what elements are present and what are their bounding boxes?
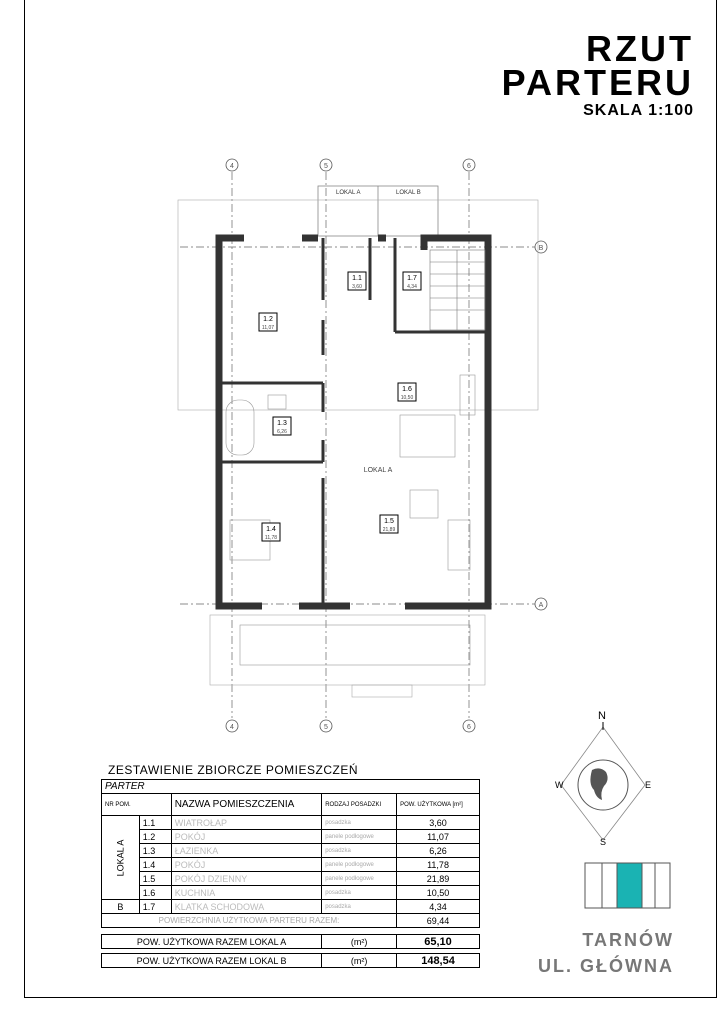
lokal-a-label: LOKAL A [363,467,393,474]
row-area: 4,34 [397,900,480,914]
lokal-b-unit: (m²) [322,954,397,968]
scale-label: SKALA 1:100 [583,102,694,119]
room-area: 11,78 [264,535,278,541]
terrace-outline [210,615,485,685]
room-tag-1.1 [348,272,366,290]
row-nr: 1.5 [139,872,171,886]
row-floor: panele podłogowe [322,872,397,886]
row-name: POKÓJ DZIENNY [171,872,321,886]
furniture [226,375,475,665]
room-area: 21,89 [382,527,396,533]
row-floor: posadzka [322,844,397,858]
exterior-walls [219,238,488,606]
axis-label: 5 [324,724,328,731]
canopy-label-a: LOKAL A [336,190,361,196]
title-line-2: PARTERU [501,62,694,103]
room-area: 4,34 [407,284,417,290]
city-name: TARNÓW [582,930,674,950]
room-number: 1.7 [407,275,417,282]
row-name: POKÓJ [171,830,321,844]
row-label: B [538,245,544,252]
room-area: 6,26 [277,429,287,435]
row-area: 6,26 [397,844,480,858]
room-number: 1.3 [277,420,287,427]
col-name-header: NAZWA POMIESZCZENIA [171,794,321,816]
row-nr: 1.7 [139,900,171,914]
room-area: 3,60 [352,284,362,290]
axis-label: 6 [467,724,471,731]
floor-label: PARTER [102,780,480,794]
canopy-label-b: LOKAL B [396,190,421,196]
lokal-b-total-label: POW. UŻYTKOWA RAZEM LOKAL B [102,954,322,968]
row-nr: 1.6 [139,886,171,900]
room-area: 10,50 [400,395,414,401]
summary-heading: ZESTAWIENIE ZBIORCZE POMIESZCZEŃ [108,763,359,777]
axis-label: 4 [230,163,234,170]
col-floor-header: RODZAJ POSADZKI [322,794,397,816]
lokal-a-total-label: POW. UŻYTKOWA RAZEM LOKAL A [102,935,322,949]
compass-e: E [645,780,652,790]
row-nr: 1.1 [139,816,171,830]
row-area: 21,89 [397,872,480,886]
axis-label: 6 [467,163,471,170]
row-nr: 1.2 [139,830,171,844]
room-summary-table [101,779,480,968]
row-nr: 1.3 [139,844,171,858]
row-nr: 1.4 [139,858,171,872]
street-name: UL. GŁÓWNA [538,956,674,976]
room-tag-1.2 [259,313,277,331]
room-tag-1.4 [262,523,280,541]
total-label: POWIERZCHNIA UŻYTKOWA PARTERU RAZEM: [102,914,397,928]
lokal-a-total-value: 65,10 [397,935,480,949]
row-area: 3,60 [397,816,480,830]
step-outline [352,685,412,697]
room-number: 1.4 [266,526,276,533]
lokal-a-unit: (m²) [322,935,397,949]
room-tag-1.6 [398,383,416,401]
row-name: ŁAZIENKA [171,844,321,858]
room-tag-1.7 [403,272,421,290]
stairs [430,250,485,330]
col-area-header: POW. UŻYTKOWA [m²] [397,794,480,816]
room-number: 1.5 [384,518,394,525]
group-b: B [102,900,140,914]
room-tag-1.5 [380,515,398,533]
row-area: 11,78 [397,858,480,872]
title-line-1: RZUT [586,28,694,69]
axis-label: 4 [230,724,234,731]
room-area: 11,07 [261,325,275,331]
compass-s: S [600,837,607,847]
lokal-b-total-value: 148,54 [397,954,480,968]
axis-label: 5 [324,163,328,170]
room-number: 1.2 [263,316,273,323]
row-label: A [538,602,544,609]
room-number: 1.1 [352,275,362,282]
row-name: KUCHNIA [171,886,321,900]
total-value: 69,44 [397,914,480,928]
compass-w: W [555,780,564,790]
row-name: POKÓJ [171,858,321,872]
row-name: KLATKA SCHODOWA [171,900,321,914]
row-floor: posadzka [322,886,397,900]
row-name: WIATROŁAP [171,816,321,830]
group-lokal-a: LOKAL A [115,839,126,876]
room-tag-1.3 [273,417,291,435]
row-floor: posadzka [322,816,397,830]
row-floor: panele podłogowe [322,830,397,844]
row-area: 11,07 [397,830,480,844]
row-floor: posadzka [322,900,397,914]
row-floor: panele podłogowe [322,858,397,872]
row-area: 10,50 [397,886,480,900]
compass-n: N [598,710,606,722]
room-number: 1.6 [402,386,412,393]
col-nr-header: NR POM. [102,794,172,816]
